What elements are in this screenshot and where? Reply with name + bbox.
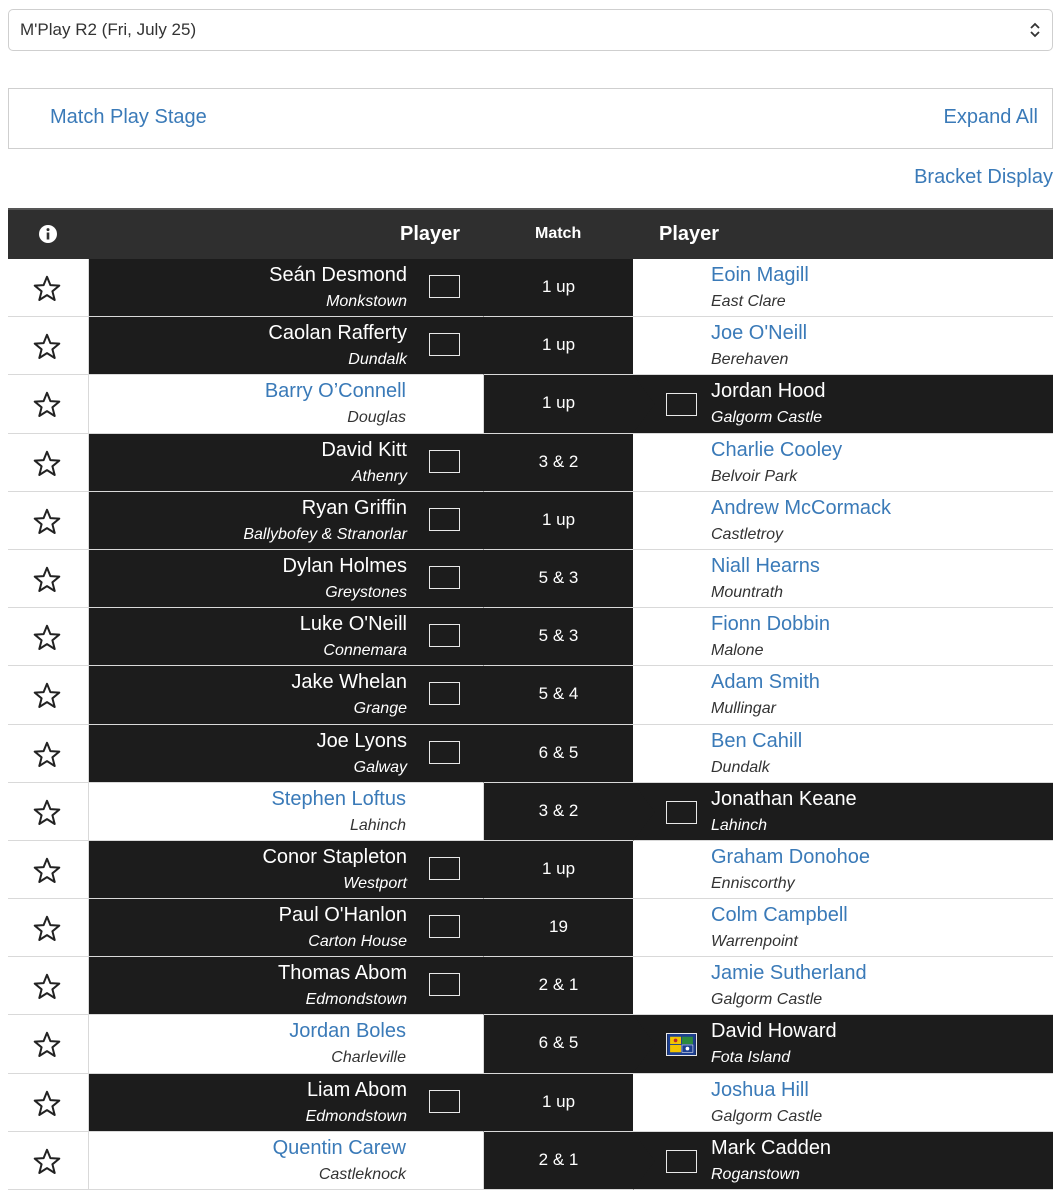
right-player-name[interactable]: Adam Smith — [711, 671, 820, 694]
flag-icon — [429, 275, 460, 298]
right-player-club: Belvoir Park — [711, 467, 798, 485]
right-player-name: Mark Cadden — [711, 1136, 832, 1159]
match-score: 1 up — [541, 858, 576, 878]
match-table — [8, 208, 1053, 1190]
right-player-name[interactable]: Joe O'Neill — [711, 322, 808, 345]
round-select-value: M'Play R2 (Fri, July 25) — [20, 20, 197, 39]
round-select[interactable] — [8, 9, 1053, 51]
right-player-cell[interactable] — [633, 899, 1053, 956]
right-player-name[interactable]: Charlie Cooley — [711, 438, 843, 461]
favorite-star-button[interactable] — [8, 666, 89, 723]
match-row — [8, 783, 1053, 841]
favorite-star-button[interactable] — [8, 1132, 89, 1189]
favorite-star-button[interactable] — [8, 492, 89, 549]
match-result-cell — [484, 957, 633, 1014]
left-player-club: Charleville — [331, 1049, 406, 1067]
left-player-club: Connemara — [323, 642, 407, 660]
left-player-name: David Kitt — [321, 438, 407, 461]
star-icon — [33, 799, 61, 826]
left-player-club: Castleknock — [318, 1165, 406, 1183]
right-player-name[interactable]: Graham Donohoe — [711, 845, 870, 868]
left-player-name[interactable]: Barry O’Connell — [264, 380, 406, 403]
right-player-name[interactable]: Colm Campbell — [711, 904, 848, 927]
match-result-cell — [484, 1132, 633, 1189]
winner-arrow-left — [462, 492, 484, 550]
match-play-stage-link[interactable]: Match Play Stage — [50, 106, 207, 128]
left-player-name: Ryan Griffin — [301, 496, 407, 519]
right-player-name[interactable]: Niall Hearns — [711, 554, 820, 577]
match-row — [8, 375, 1053, 433]
right-player-club: Galgorm Castle — [711, 991, 823, 1009]
right-player-cell[interactable] — [633, 841, 1053, 898]
star-icon — [33, 857, 61, 884]
favorite-star-button[interactable] — [8, 375, 89, 432]
match-row — [8, 1132, 1053, 1190]
right-player-cell[interactable] — [633, 608, 1053, 665]
right-player-cell — [633, 1132, 1053, 1189]
right-player-club: Roganstown — [711, 1165, 800, 1183]
left-player-cell — [89, 317, 484, 374]
left-player-cell — [89, 492, 484, 549]
star-icon — [33, 1148, 61, 1175]
match-row — [8, 841, 1053, 899]
favorite-star-button[interactable] — [8, 608, 89, 665]
left-player-name[interactable]: Jordan Boles — [289, 1020, 406, 1043]
star-icon — [33, 566, 61, 593]
left-player-club: Athenry — [351, 467, 407, 485]
match-result-cell — [484, 434, 633, 491]
right-player-name[interactable]: Ben Cahill — [711, 729, 803, 752]
star-icon — [33, 915, 61, 942]
match-result-cell — [484, 1015, 633, 1072]
winner-arrow-left — [462, 841, 484, 899]
left-player-name: Luke O'Neill — [299, 613, 407, 636]
flag-icon — [429, 915, 460, 938]
match-row — [8, 259, 1053, 317]
winner-arrow-left — [462, 666, 484, 724]
header-right-player: Player — [659, 223, 720, 245]
right-player-cell — [633, 375, 1053, 432]
left-player-cell[interactable] — [89, 1015, 484, 1072]
match-row — [8, 1015, 1053, 1073]
table-body — [8, 259, 1053, 1190]
match-result-cell — [484, 725, 633, 782]
match-score: 1 up — [541, 1091, 576, 1111]
right-player-club: Enniscorthy — [711, 874, 795, 892]
right-player-club: Castletroy — [711, 525, 784, 543]
match-result-cell — [484, 899, 633, 956]
match-score: 3 & 2 — [538, 451, 579, 471]
flag-icon — [429, 624, 460, 647]
flag-icon — [429, 566, 460, 589]
flag-icon — [666, 1033, 697, 1056]
favorite-star-button[interactable] — [8, 841, 89, 898]
flag-icon — [429, 508, 460, 531]
winner-arrow-left — [462, 259, 484, 317]
match-score: 1 up — [541, 509, 576, 529]
right-player-cell[interactable] — [633, 317, 1053, 374]
left-player-club: Grange — [353, 700, 407, 718]
right-player-name[interactable]: Fionn Dobbin — [711, 613, 830, 636]
right-player-cell[interactable] — [633, 725, 1053, 782]
star-icon — [33, 741, 61, 768]
flag-icon — [666, 393, 697, 416]
right-player-cell[interactable] — [633, 666, 1053, 723]
match-result-cell — [484, 492, 633, 549]
left-player-club: Lahinch — [349, 816, 406, 834]
match-result-cell — [484, 259, 633, 316]
left-player-cell — [89, 608, 484, 665]
left-player-cell — [89, 899, 484, 956]
right-player-club: Mountrath — [711, 583, 784, 601]
winner-arrow-left — [462, 899, 484, 957]
left-player-name: Conor Stapleton — [262, 845, 407, 868]
right-player-name: Jordan Hood — [711, 380, 826, 403]
left-player-name: Thomas Abom — [278, 962, 407, 985]
right-player-name[interactable]: Eoin Magill — [711, 264, 809, 286]
favorite-star-button[interactable] — [8, 899, 89, 956]
right-player-club: Galgorm Castle — [711, 1107, 823, 1125]
match-score: 6 & 5 — [538, 742, 579, 762]
info-icon[interactable] — [38, 224, 58, 244]
right-player-cell[interactable] — [633, 259, 1053, 316]
left-player-club: Edmondstown — [305, 991, 407, 1009]
right-player-name[interactable]: Andrew McCormack — [711, 496, 892, 519]
flag-icon — [429, 973, 460, 996]
match-result-cell — [484, 317, 633, 374]
flag-icon — [429, 333, 460, 356]
match-score: 5 & 3 — [538, 567, 579, 587]
match-row — [8, 899, 1053, 957]
match-score: 2 & 1 — [538, 975, 579, 995]
right-player-cell — [633, 783, 1053, 840]
match-score: 2 & 1 — [538, 1149, 579, 1169]
match-row — [8, 434, 1053, 492]
left-player-name: Seán Desmond — [269, 264, 407, 286]
match-row — [8, 666, 1053, 724]
match-result-cell — [484, 550, 633, 607]
left-player-name: Liam Abom — [306, 1078, 407, 1101]
left-player-cell — [89, 1074, 484, 1131]
match-result-cell — [484, 375, 633, 432]
right-player-club: Mullingar — [711, 700, 776, 718]
winner-arrow-left — [462, 608, 484, 666]
left-player-club: Greystones — [325, 583, 407, 601]
star-icon — [33, 275, 61, 302]
header-left-player: Player — [400, 223, 461, 245]
match-score: 3 & 2 — [538, 800, 579, 820]
match-result-cell — [484, 841, 633, 898]
star-icon — [33, 973, 61, 1000]
star-icon — [33, 682, 61, 709]
winner-arrow-right — [633, 1132, 655, 1190]
bracket-display-link[interactable]: Bracket Display — [914, 166, 1053, 188]
match-score: 6 & 5 — [538, 1033, 579, 1053]
right-player-club: Berehaven — [711, 351, 789, 369]
star-icon — [33, 1031, 61, 1058]
expand-all-link[interactable]: Expand All — [943, 106, 1038, 128]
right-player-name[interactable]: Joshua Hill — [711, 1078, 809, 1101]
left-player-name: Paul O'Hanlon — [278, 904, 407, 927]
left-player-cell — [89, 841, 484, 898]
favorite-star-button[interactable] — [8, 259, 89, 316]
winner-arrow-left — [462, 550, 484, 608]
flag-icon — [666, 1150, 697, 1173]
right-player-cell[interactable] — [633, 434, 1053, 491]
winner-arrow-left — [462, 1074, 484, 1132]
star-icon — [33, 508, 61, 535]
match-score: 5 & 4 — [538, 684, 579, 704]
match-score: 1 up — [541, 335, 576, 355]
favorite-star-button[interactable] — [8, 725, 89, 782]
match-result-cell — [484, 783, 633, 840]
right-player-club: Malone — [711, 642, 764, 660]
left-player-name: Jake Whelan — [291, 671, 407, 694]
flag-icon — [429, 682, 460, 705]
match-row — [8, 550, 1053, 608]
match-row — [8, 957, 1053, 1015]
winner-arrow-left — [462, 434, 484, 492]
match-result-cell — [484, 1074, 633, 1131]
right-player-club: Fota Island — [711, 1049, 791, 1067]
left-player-club: Douglas — [347, 409, 406, 427]
winner-arrow-left — [462, 317, 484, 375]
match-score: 5 & 3 — [538, 626, 579, 646]
left-player-name[interactable]: Stephen Loftus — [271, 787, 406, 810]
favorite-star-button[interactable] — [8, 1074, 89, 1131]
right-player-club: Galgorm Castle — [711, 409, 823, 427]
winner-arrow-left — [462, 957, 484, 1015]
flag-icon — [429, 857, 460, 880]
left-player-cell — [89, 725, 484, 782]
favorite-star-button[interactable] — [8, 317, 89, 374]
match-row — [8, 492, 1053, 550]
match-result-cell — [484, 666, 633, 723]
flag-icon — [429, 1090, 460, 1113]
left-player-cell[interactable] — [89, 1132, 484, 1189]
match-row — [8, 725, 1053, 783]
right-player-club: Lahinch — [711, 816, 768, 834]
match-row — [8, 608, 1053, 666]
favorite-star-button[interactable] — [8, 434, 89, 491]
right-player-name: Jonathan Keane — [711, 787, 857, 810]
left-player-cell — [89, 259, 484, 316]
star-icon — [33, 624, 61, 651]
flag-icon — [429, 741, 460, 764]
star-icon — [33, 1090, 61, 1117]
winner-arrow-right — [633, 1015, 655, 1073]
left-player-name: Dylan Holmes — [282, 554, 407, 577]
header-match: Match — [535, 225, 582, 242]
left-player-club: Edmondstown — [305, 1107, 407, 1125]
favorite-star-button[interactable] — [8, 550, 89, 607]
right-player-cell[interactable] — [633, 957, 1053, 1014]
left-player-name: Caolan Rafferty — [268, 322, 407, 345]
right-player-cell[interactable] — [633, 1074, 1053, 1131]
right-player-cell[interactable] — [633, 492, 1053, 549]
match-row — [8, 1074, 1053, 1132]
left-player-cell — [89, 666, 484, 723]
left-player-club: Dundalk — [348, 351, 407, 369]
left-player-cell — [89, 550, 484, 607]
left-player-club: Galway — [353, 758, 407, 776]
match-result-cell — [484, 608, 633, 665]
flag-icon — [429, 450, 460, 473]
left-player-club: Monkstown — [326, 293, 407, 310]
left-player-cell — [89, 434, 484, 491]
left-player-club: Carton House — [308, 933, 407, 951]
left-player-club: Westport — [343, 874, 407, 892]
right-player-club: Warrenpoint — [711, 933, 798, 951]
table-header — [8, 208, 1053, 259]
winner-arrow-right — [633, 783, 655, 841]
match-score: 19 — [549, 917, 568, 937]
match-score: 1 up — [541, 277, 576, 296]
winner-arrow-left — [462, 725, 484, 783]
match-score: 1 up — [541, 393, 576, 413]
right-player-name[interactable]: Jamie Sutherland — [711, 962, 867, 985]
favorite-star-button[interactable] — [8, 957, 89, 1014]
left-player-cell — [89, 957, 484, 1014]
left-player-name: Joe Lyons — [316, 729, 407, 752]
left-player-cell[interactable] — [89, 783, 484, 840]
right-player-name: David Howard — [711, 1020, 837, 1043]
star-icon — [33, 391, 61, 418]
left-player-club: Ballybofey & Stranorlar — [243, 525, 407, 543]
flag-icon — [666, 801, 697, 824]
chevron-updown-icon — [1028, 20, 1042, 40]
favorite-star-button[interactable] — [8, 783, 89, 840]
left-player-name[interactable]: Quentin Carew — [272, 1136, 406, 1159]
stage-panel — [8, 88, 1053, 149]
left-player-cell[interactable] — [89, 375, 484, 432]
right-player-cell — [633, 1015, 1053, 1072]
right-player-cell[interactable] — [633, 550, 1053, 607]
right-player-club: East Clare — [711, 293, 786, 310]
match-row — [8, 317, 1053, 375]
right-player-club: Dundalk — [711, 758, 770, 776]
winner-arrow-right — [633, 375, 655, 433]
star-icon — [33, 450, 61, 477]
favorite-star-button[interactable] — [8, 1015, 89, 1072]
star-icon — [33, 333, 61, 360]
